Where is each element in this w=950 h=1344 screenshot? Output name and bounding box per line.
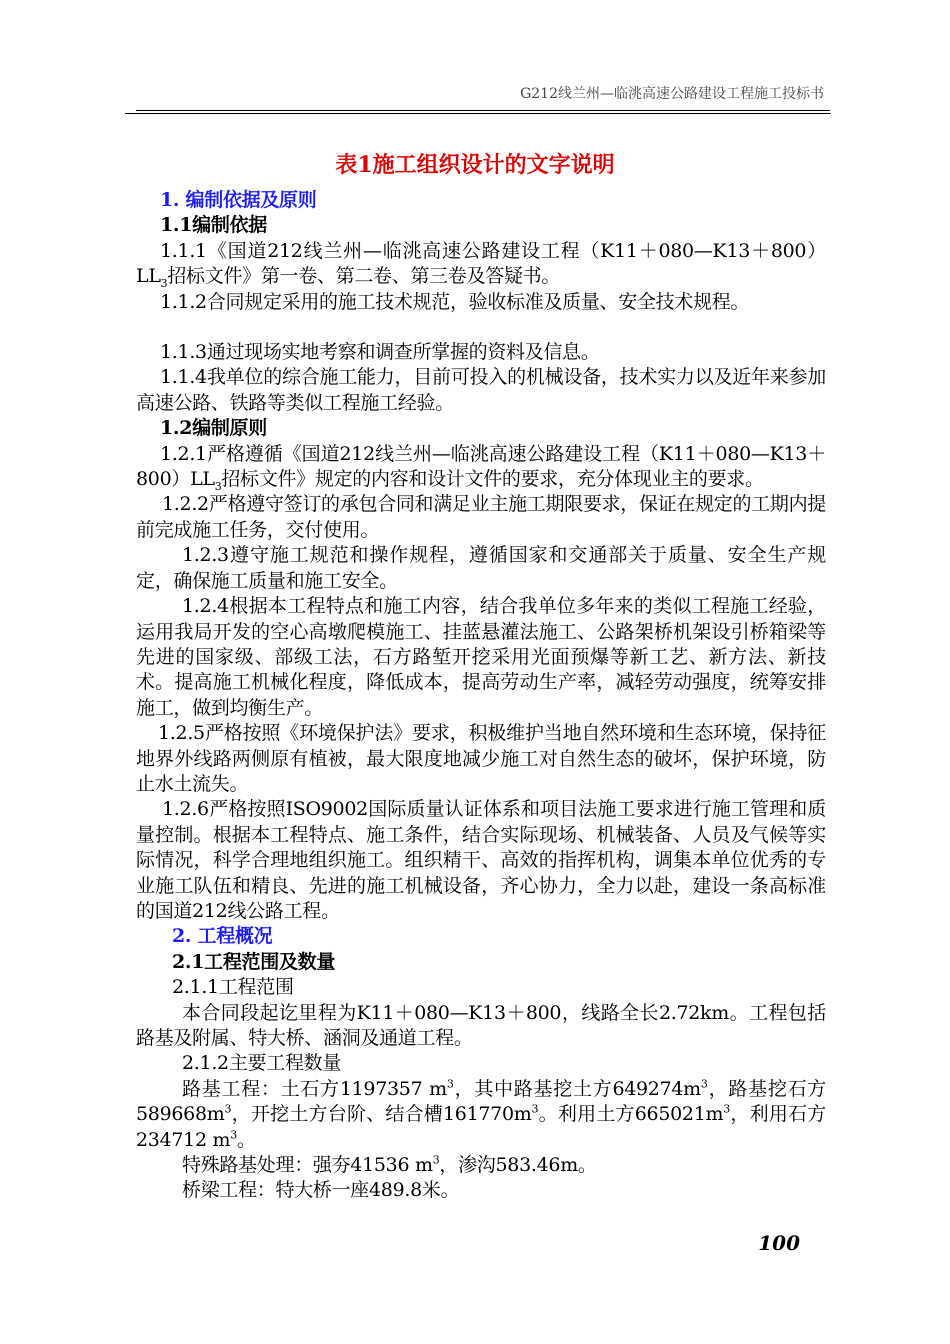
- section-heading-2: 2. 工程概况: [172, 925, 273, 948]
- page-title: 表1施工组织设计的文字说明: [335, 152, 615, 178]
- section-heading-1: 1. 编制依据及原则: [160, 189, 317, 211]
- paragraph-special-roadbed: 特殊路基处理：强夯41536 $m^3$，渗沟583.46m。: [182, 1153, 597, 1177]
- paragraph-1-2-3: 1.2.3遵守施工规范和操作规程，遵循国家和交通部关于质量、安全生产规定，确保施工质量和施工安全。: [136, 544, 826, 592]
- paragraph-1-1-2: 1.1.2合同规定采用的施工技术规范，验收标准及质量、安全技术规程。: [160, 290, 750, 313]
- running-header: G212线兰州—临洮高速公路建设工程施工投标书: [520, 86, 824, 102]
- paragraph-2-1-1: 本合同段起讫里程为K11＋080—K13＋800，线路全长2.72km。工程包括路基及附属、特大桥、涵洞及通道工程。: [136, 1001, 826, 1049]
- paragraph-1-2-4: 1.2.4根据本工程特点和施工内容，结合我单位多年来的类似工程施工经验，运用我局开发的空心高墩爬模施工、挂蓝悬灌法施工、公路架桥机架设引桥箱梁等先进的国家级、部级工法，石方路堑开挖采用光面预爆等新工艺、新方法、新技术。提高施工机械化程度，降低成本，提高劳动生产率，减轻劳动强度，统筹安排施工，做到均衡生产。: [136, 595, 826, 719]
- paragraph-1-2-2: 1.2.2严格遵守签订的承包合同和满足业主施工期限要求，保证在规定的工期内提前完成施工任务，交付使用。: [136, 493, 826, 541]
- paragraph-1-1-1: 1.1.1《国道212线兰州—临洮高速公路建设工程$(K11+080—K13+800)LL_3$招标文件》第一卷、第二卷、第三卷及答疑书。: [136, 239, 826, 291]
- paragraph-1-2-6: 1.2.6严格按照ISO9002国际质量认证体系和项目法施工要求进行施工管理和质量控制。根据本工程特点、施工条件，结合实际现场、机械装备、人员及气候等实际情况，科学合理地组织施工。组织精干、高效的指挥机构，调集本单位优秀的专业施工队伍和精良、先进的施工机械设备，齐心协力，全力以赴，建设一条高标准的国道212线公路工程。: [136, 798, 826, 922]
- document-body: [136, 188, 826, 1204]
- paragraph-1-2-1: 1.2.1严格遵循《国道212线兰州—临洮高速公路建设工程$(K11+080—K13+800)LL_3$招标文件》规定的内容和设计文件的要求，充分体现业主的要求。: [136, 442, 826, 493]
- header-rule-top: [136, 110, 830, 111]
- paragraph-2-1-1-title: 2.1.1工程范围: [172, 976, 294, 999]
- subsection-heading-2-1: 2.1工程范围及数量: [172, 950, 336, 973]
- page-number: 100: [758, 1231, 800, 1255]
- paragraph-2-1-2-title: 2.1.2主要工程数量: [182, 1052, 342, 1075]
- paragraph-1-2-5: 1.2.5严格按照《环境保护法》要求，积极维护当地自然环境和生态环境，保持征地界外线路两侧原有植被，最大限度地减少施工对自然生态的破坏，保护环境，防止水土流失。: [136, 722, 826, 795]
- paragraph-1-1-3: 1.1.3通过现场实地考察和调查所掌握的资料及信息。: [160, 341, 600, 364]
- subsection-heading-1-2: 1.2编制原则: [160, 417, 267, 440]
- paragraph-1-1-4: 1.1.4我单位的综合施工能力，目前可投入的机械设备，技术实力以及近年来参加高速公路、铁路等类似工程施工经验。: [136, 366, 826, 414]
- header-rule-bottom: [125, 113, 831, 114]
- paragraph-roadbed-quantities: 路基工程：土石方1197357 $m^3$，其中路基挖土方$649274m^3$，路基挖石方$589668m^3$，开挖土方台阶、结合槽$161770m^3$。利用土方$665021m^3$，利用石方234712 $m^3$。: [136, 1077, 826, 1151]
- subsection-heading-1-1: 1.1编制依据: [160, 214, 267, 237]
- paragraph-bridge: 桥梁工程：特大桥一座489.8米。: [182, 1179, 460, 1202]
